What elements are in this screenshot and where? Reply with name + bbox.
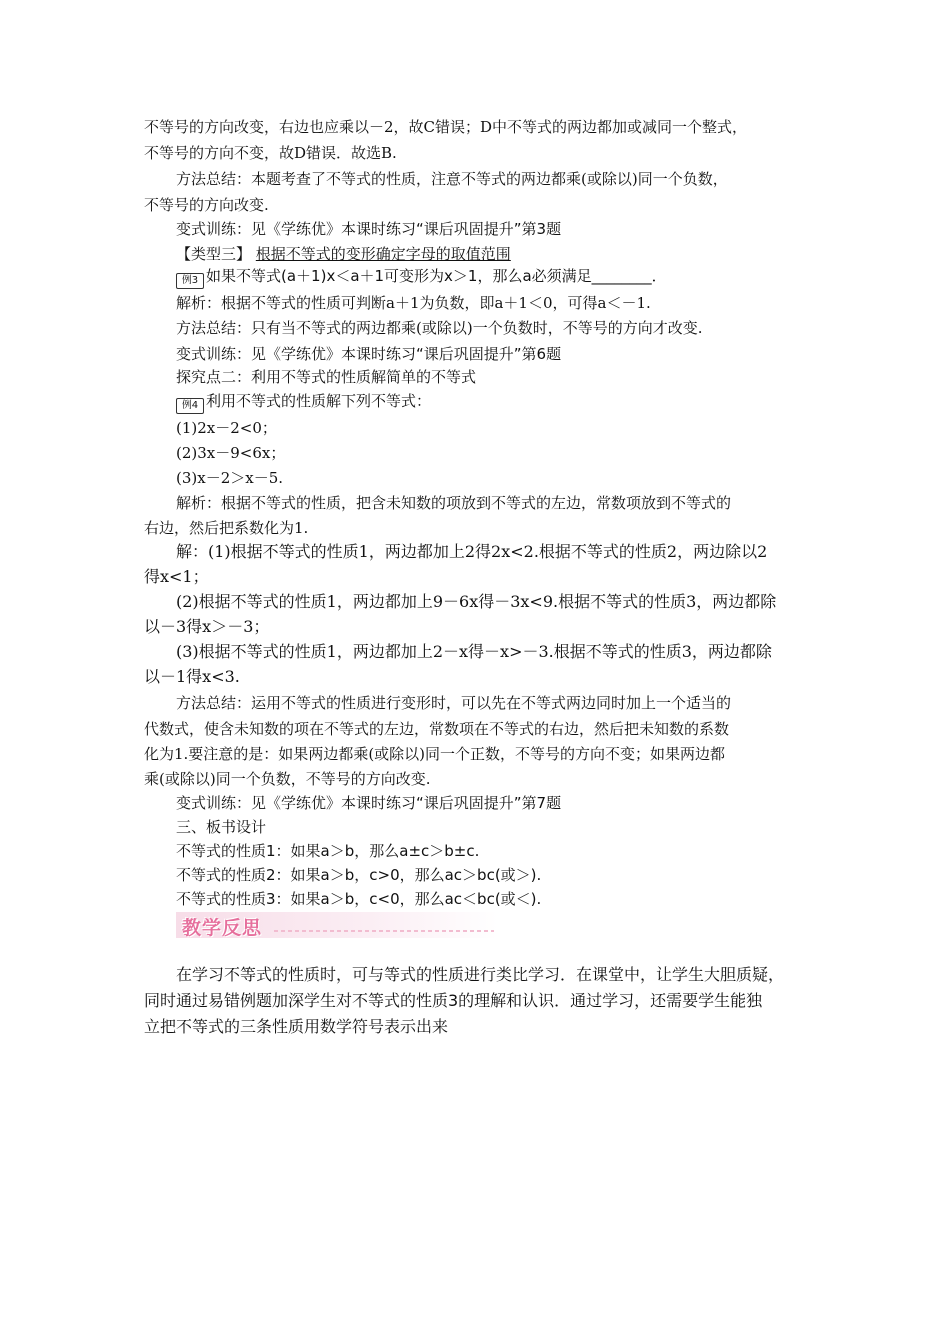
- variant-training: 变式训练：见《学练优》本课时练习“课后巩固提升”第6题: [176, 345, 562, 363]
- example-badge: 例3: [176, 273, 204, 289]
- example-4-text: 利用不等式的性质解下列不等式：: [206, 392, 432, 410]
- type-heading: [176, 244, 846, 264]
- property-2: 不等式的性质2：如果a＞b，c>0，那么ac＞bc(或＞).: [176, 866, 542, 884]
- example-3: [176, 266, 846, 289]
- teaching-reflection-banner: [176, 912, 498, 938]
- text-line: 不等号的方向改变.: [144, 196, 269, 214]
- method-summary: 方法总结：只有当不等式的两边都乘(或除以)一个负数时，不等号的方向才改变.: [176, 319, 703, 337]
- text-line: 不等号的方向改变，右边也应乘以－2，故C错误；D中不等式的两边都加或减同一个整式，: [144, 118, 748, 136]
- text-line: 立把不等式的三条性质用数学符号表示出来: [144, 1017, 449, 1036]
- property-1: 不等式的性质1：如果a＞b，那么a±c＞b±c.: [176, 842, 480, 860]
- example-badge: 例4: [176, 398, 204, 414]
- solution: (2)根据不等式的性质1，两边都加上9－6x得－3x<9.根据不等式的性质3，两边都除: [176, 592, 777, 611]
- text-line: 化为1.要注意的是：如果两边都乘(或除以)同一个正数，不等号的方向不变；如果两边都: [144, 745, 726, 763]
- text-line: 以－1得x<3.: [144, 667, 240, 686]
- problem-2: (2)3x－9<6x；: [176, 444, 286, 462]
- solution: 解：(1)根据不等式的性质1，两边都加上2得2x<2.根据不等式的性质2，两边除以2: [176, 542, 768, 561]
- analysis: 解析：根据不等式的性质，把含未知数的项放到不等式的左边，常数项放到不等式的: [176, 494, 732, 512]
- analysis: 解析：根据不等式的性质可判断a＋1为负数，即a＋1＜0，可得a＜－1.: [176, 294, 651, 312]
- example-3-text: 如果不等式(a＋1)x＜a＋1可变形为x＞1，那么a必须满足________．: [206, 267, 667, 285]
- property-3: 不等式的性质3：如果a＞b，c<0，那么ac＜bc(或＜).: [176, 890, 542, 908]
- problem-3: (3)x－2＞x－5.: [176, 469, 284, 487]
- banner-title: 教学反思: [182, 917, 263, 939]
- method-summary: 方法总结：本题考查了不等式的性质，注意不等式的两边都乘(或除以)同一个负数，: [176, 170, 728, 188]
- text-line: 以－3得x＞－3；: [144, 617, 270, 636]
- text-line: 不等号的方向不变，故D错误．故选B.: [144, 144, 397, 162]
- problem-1: (1)2x－2<0；: [176, 419, 277, 437]
- example-4: [176, 391, 846, 414]
- type-label: 【类型三】: [176, 245, 252, 263]
- method-summary: 方法总结：运用不等式的性质进行变形时，可以先在不等式两边同时加上一个适当的: [176, 694, 732, 712]
- type-title: 根据不等式的变形确定字母的取值范围: [255, 245, 511, 263]
- section-heading: 探究点二：利用不等式的性质解简单的不等式: [176, 368, 477, 386]
- text-line: 代数式，使含未知数的项在不等式的左边，常数项在不等式的右边，然后把未知数的系数: [144, 720, 730, 738]
- text-line: 同时通过易错例题加深学生对不等式的性质3的理解和认识．通过学习，还需要学生能独: [144, 991, 763, 1010]
- reflection-paragraph: 在学习不等式的性质时，可与等式的性质进行类比学习．在课堂中，让学生大胆质疑，: [176, 965, 785, 984]
- text-line: 乘(或除以)同一个负数，不等号的方向改变.: [144, 770, 431, 788]
- text-line: 右边，然后把系数化为1.: [144, 519, 309, 537]
- banner-dots: [274, 930, 494, 932]
- section-heading: 三、板书设计: [176, 818, 267, 836]
- variant-training: 变式训练：见《学练优》本课时练习“课后巩固提升”第3题: [176, 220, 562, 238]
- text-line: 得x<1；: [144, 567, 209, 586]
- variant-training: 变式训练：见《学练优》本课时练习“课后巩固提升”第7题: [176, 794, 562, 812]
- solution: (3)根据不等式的性质1，两边都加上2－x得－x>－3.根据不等式的性质3，两边都除: [176, 642, 772, 661]
